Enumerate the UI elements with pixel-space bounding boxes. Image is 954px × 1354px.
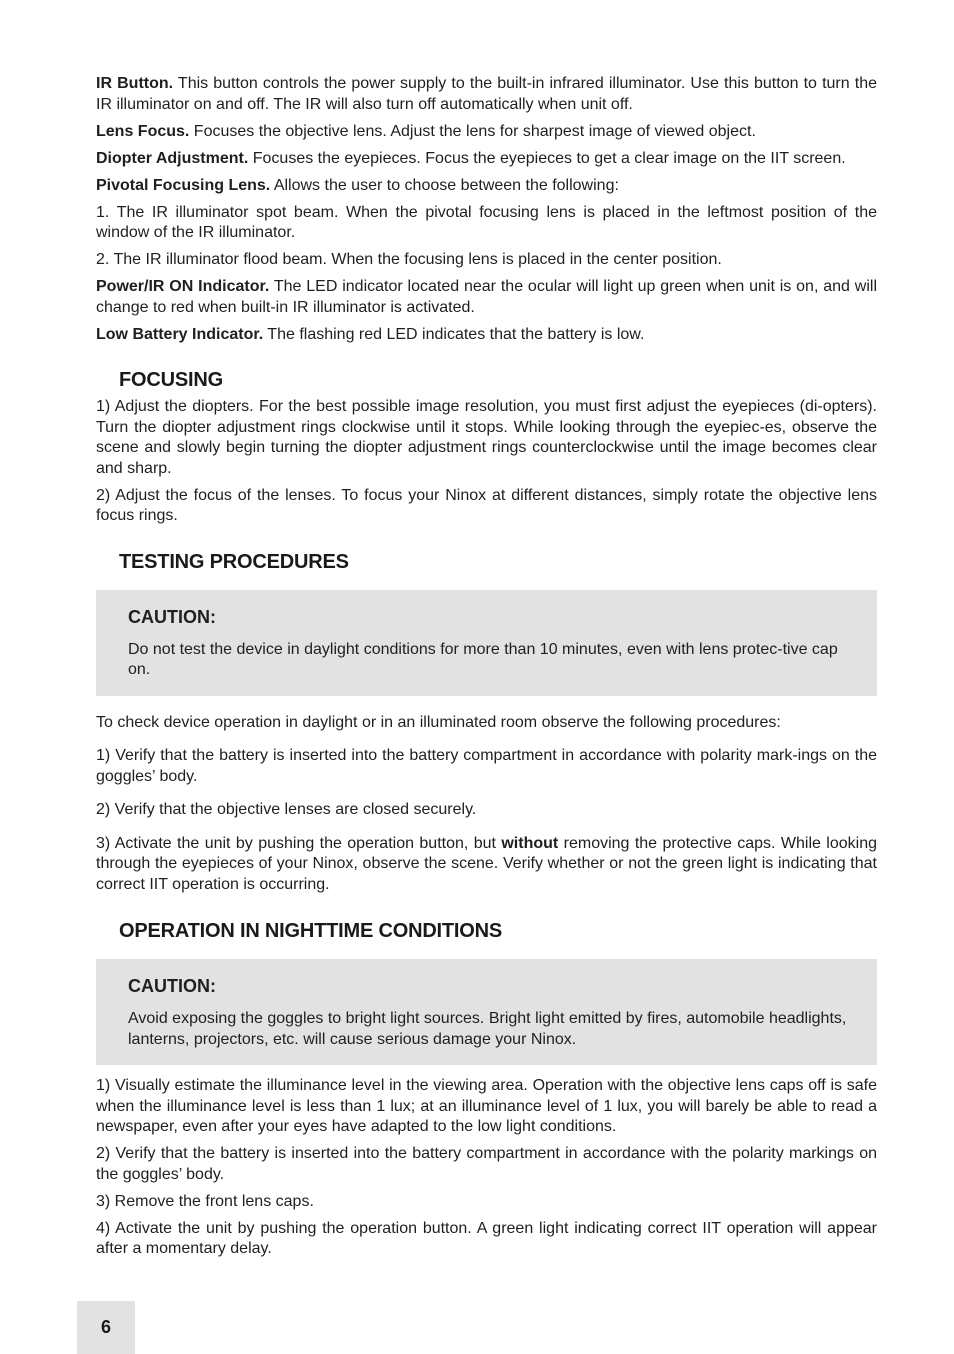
- pivotal-focusing-lens-paragraph: [96, 176, 877, 197]
- list-item-text: 1. The IR illuminator spot beam. When the pivotal focusing lens is placed in the leftmost position of the window of the IR illuminator.: [96, 203, 877, 241]
- caution-text: Avoid exposing the goggles to bright light sources. Bright light emitted by fires, automobile headlights, lanterns, projectors, etc. will cause serious damage your Ninox.: [128, 1010, 847, 1048]
- flood-beam-paragraph: [96, 250, 877, 271]
- diopter-adjustment-paragraph: [96, 149, 877, 170]
- testing-step-2: 2) Verify that the objective lenses are closed securely.: [96, 801, 477, 818]
- term-description: Focuses the objective lens. Adjust the lens for sharpest image of viewed object.: [189, 122, 756, 140]
- low-battery-paragraph: [96, 325, 877, 346]
- spot-beam-paragraph: [96, 203, 877, 244]
- term-description: The flashing red LED indicates that the battery is low.: [263, 325, 645, 343]
- testing-caution-box: [96, 590, 877, 696]
- term-label: Diopter Adjustment.: [96, 149, 249, 167]
- caution-title: CAUTION:: [128, 606, 216, 627]
- ir-button-paragraph: [96, 74, 877, 115]
- page-content: [96, 74, 877, 1260]
- term-label: Low Battery Indicator.: [96, 325, 264, 343]
- testing-intro: To check device operation in daylight or in an illuminated room observe the following procedures:: [96, 713, 781, 731]
- list-item-text: 2. The IR illuminator flood beam. When the focusing lens is placed in the center position.: [96, 251, 722, 268]
- term-description: Focuses the eyepieces. Focus the eyepieces to get a clear image on the IIT screen.: [248, 149, 846, 167]
- focusing-step-2: 2) Adjust the focus of the lenses. To focus your Ninox at different distances, simply rotate the objective lens focus rings.: [96, 486, 877, 524]
- night-caution-box: [96, 959, 877, 1065]
- term-description: This button controls the power supply to the built-in infrared illuminator. Use this button to turn the IR illuminator on and off. The IR will also turn off automatically when unit off.: [96, 75, 877, 113]
- term-description: Allows the user to choose between the following:: [270, 176, 619, 194]
- night-step-3: 3) Remove the front lens caps.: [96, 1192, 314, 1210]
- lens-focus-paragraph: [96, 122, 877, 143]
- testing-heading: TESTING PROCEDURES: [119, 550, 349, 573]
- night-step-2: 2) Verify that the battery is inserted into the battery compartment in accordance with the polarity markings on the goggles’ body.: [96, 1145, 877, 1183]
- night-step-1: 1) Visually estimate the illuminance level in the viewing area. Operation with the objective lens caps off is safe when the illuminance level is less than 1 lux; at an illuminance level of 1 lux, you will barely be able to read a newspaper, even after your eyes have adapted to the low light conditions.: [96, 1077, 877, 1135]
- focusing-step-1: 1) Adjust the diopters. For the best possible image resolution, you must first adjust the eyepieces (di-opters). Turn the diopter adjustment rings clockwise until it stops. While looking through the eyepiec-es, observe the scene and slowly begin turning the diopter adjustment rings counterclockwise until the image becomes clear and sharp.: [96, 398, 877, 477]
- term-label: Power/IR ON Indicator.: [96, 278, 270, 295]
- term-label: IR Button.: [96, 75, 174, 92]
- power-indicator-paragraph: [96, 277, 877, 318]
- term-label: Lens Focus.: [96, 122, 190, 140]
- term-label: Pivotal Focusing Lens.: [96, 176, 271, 194]
- term-description: The LED indicator located near the ocular will light up green when unit is on, and will change to red when built-in IR illuminator is activated.: [96, 278, 877, 316]
- night-operation-heading: OPERATION IN NIGHTTIME CONDITIONS: [119, 920, 503, 942]
- caution-title: CAUTION:: [128, 976, 216, 996]
- testing-step-1: 1) Verify that the battery is inserted into the battery compartment in accordance with polarity mark-ings on the goggles’ body.: [96, 747, 877, 785]
- testing-step-3: 3) Activate the unit by pushing the operation button, but without removing the protective caps. While looking through the eyepieces of your Ninox, observe the scene. Verify whether or not the green light is indicating that correct IIT operation is occurring.: [96, 834, 877, 893]
- page-number: 6: [77, 1301, 135, 1354]
- emphasis-text: without: [501, 834, 559, 852]
- caution-text: Do not test the device in daylight conditions for more than 10 minutes, even with lens protec-tive cap on.: [128, 640, 838, 678]
- night-step-4: 4) Activate the unit by pushing the operation button. A green light indicating correct IIT operation will appear after a momentary delay.: [96, 1219, 877, 1257]
- focusing-heading: FOCUSING: [119, 369, 223, 391]
